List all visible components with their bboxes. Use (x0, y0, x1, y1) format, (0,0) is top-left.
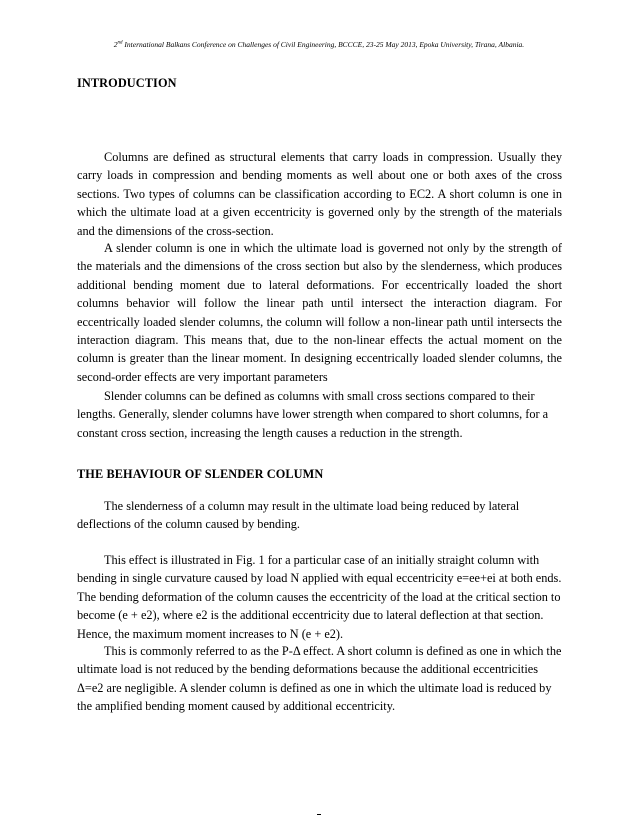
behaviour-heading: THE BEHAVIOUR OF SLENDER COLUMN (77, 467, 324, 481)
behaviour-paragraph-2: This effect is illustrated in Fig. 1 for a particular case of an initially straight column with bending in single curvature caused by load N applied with equal eccentricity e=ee+ei at both ends. The bending deformation of the column causes the eccentricity of the load at the critical section to become (e + e2), where e2 is the additional eccentricity due to lateral deflection at that section. Hence, the maximum moment increases to N (e + e2). (77, 553, 562, 641)
header-ordinal: 2 (113, 40, 118, 49)
introduction-heading: INTRODUCTION (77, 76, 177, 90)
page-footer-mark (317, 814, 321, 815)
header-text: International Balkans Conference on Challenges of Civil Engineering, BCCCE, 23-25 May 2013, Epoka University, Tirana, Albania. (122, 40, 525, 49)
intro-paragraph-3: Slender columns can be defined as columns with small cross sections compared to their lengths. Generally, slender columns have lower strength when compared to short columns, for a constant cross section, increasing the length causes a reduction in the strength. (77, 389, 549, 440)
intro-paragraph-1: Columns are defined as structural elements that carry loads in compression. Usually they carry loads in compression and bending moments as well about one or both axes of the cross sections. Two types of columns can be classification according to EC2. A short column is one in which the ultimate load at a given eccentricity is governed only by the strength of the materials and the dimensions of the cross-section. (77, 150, 562, 238)
behaviour-paragraph-3: This is commonly referred to as the P-Δ effect. A short column is defined as one in which the ultimate load is not reduced by the bending deformations because the additional eccentricities Δ=e2 are negligible. A slender column is defined as one in which the ultimate load is reduced by the amplified bending moment caused by additional eccentricity. (77, 644, 562, 714)
conference-header (40, 40, 598, 49)
behaviour-paragraph-1: The slenderness of a column may result in the ultimate load being reduced by lateral deflections of the column caused by bending. (77, 499, 520, 532)
header-ordinal-suffix: nd (117, 40, 123, 46)
intro-paragraph-2: A slender column is one in which the ultimate load is governed not only by the strength of the materials and the dimensions of the cross section but also by the slenderness, which produces additional bending moment due to lateral deformations. For eccentrically loaded the short columns behavior will follow the linear path until intersect the interaction diagram. For eccentrically loaded slender columns, the column will follow a non-linear path until intersects the interaction diagram. This means that, due to the non-linear effects the actual moment on the column is greater than the linear moment. In designing eccentrically loaded slender columns, the second-order effects are very important parameters (77, 241, 562, 384)
